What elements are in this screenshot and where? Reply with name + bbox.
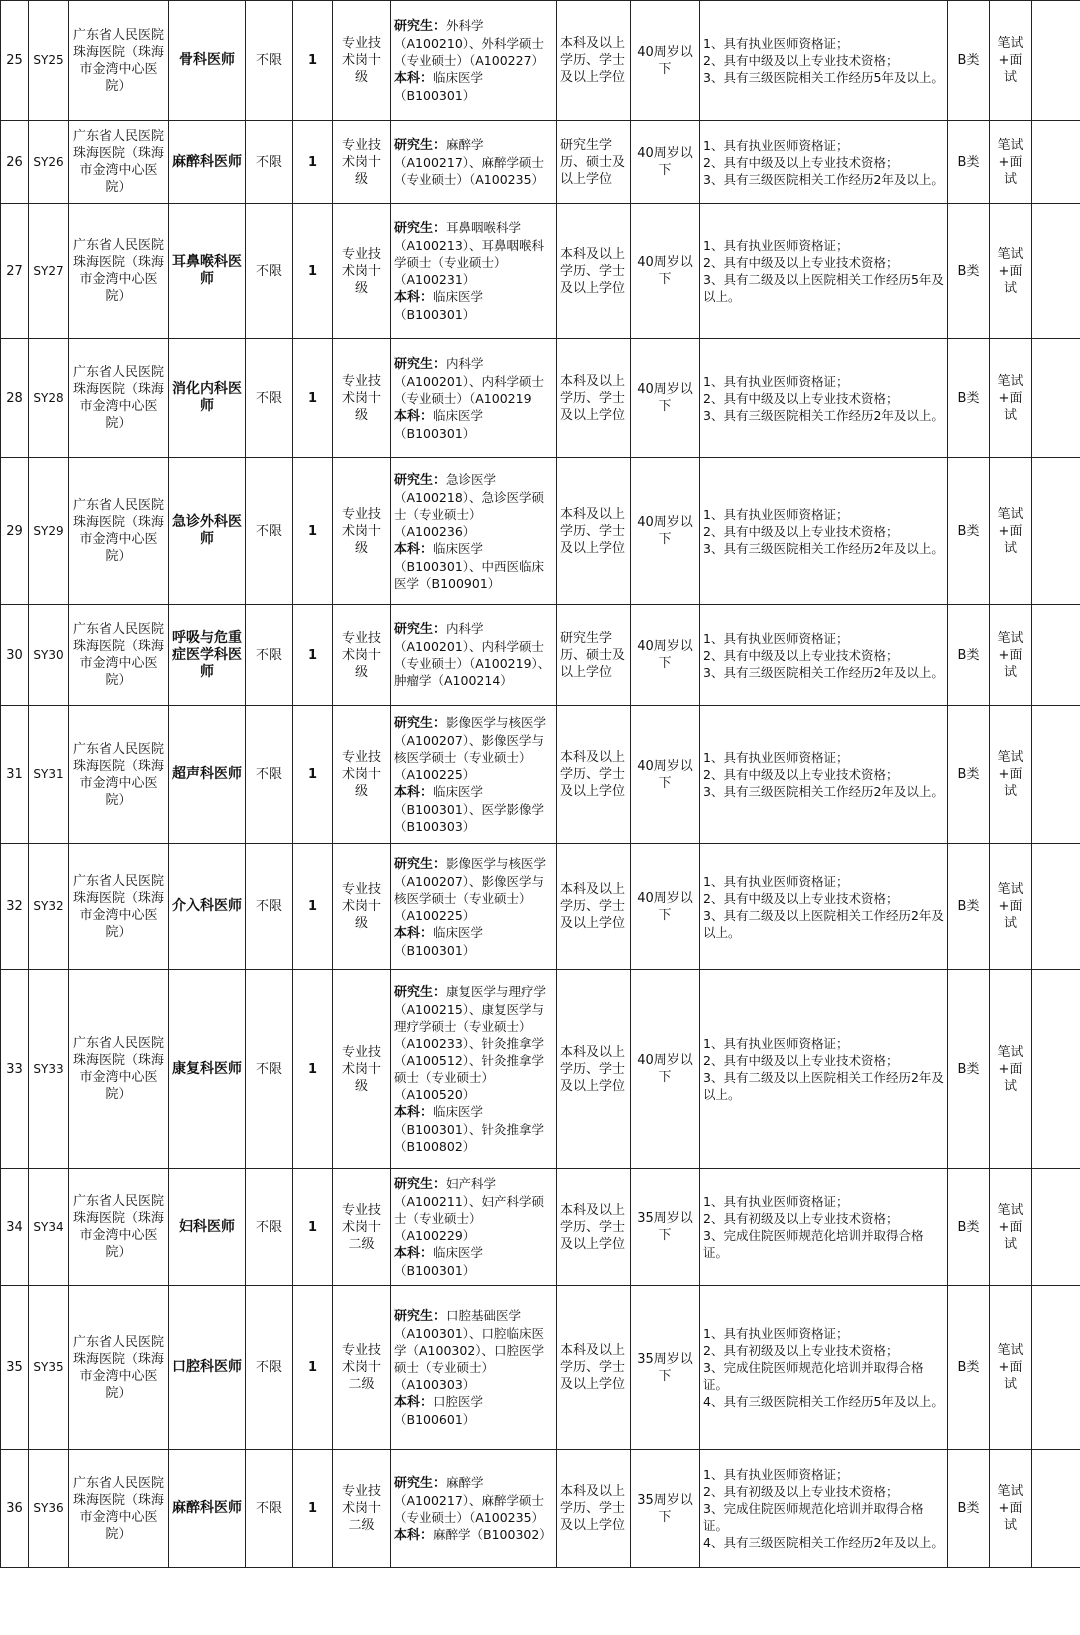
exam-method: 笔试+面试 (990, 121, 1032, 204)
table-row (1, 706, 1080, 844)
undergraduate-label: 本科： (394, 1527, 434, 1543)
requirement-line: 3、具有三级医院相关工作经历2年及以上。 (703, 784, 944, 799)
graduate-label: 研究生： (394, 137, 447, 153)
graduate-majors: 耳鼻咽喉科学（A100213）、耳鼻咽喉科学硕士（专业硕士）（A100231） (394, 220, 545, 287)
other-requirements (700, 204, 948, 339)
education-requirement: 本科及以上学历、学士及以上学位 (557, 844, 631, 970)
graduate-label: 研究生： (394, 356, 447, 372)
post-category: B类 (948, 121, 990, 204)
graduate-majors: 急诊医学（A100218）、急诊医学硕士（专业硕士）（A100236） (394, 471, 545, 539)
undergraduate-majors: 口腔医学（B100601） (394, 1394, 484, 1427)
education-requirement: 本科及以上学历、学士及以上学位 (557, 339, 631, 458)
table-row (1, 458, 1080, 605)
requirement-line: 4、具有三级医院相关工作经历5年及以上。 (703, 1394, 944, 1409)
major-requirements (391, 1169, 557, 1286)
graduate-majors: 内科学（A100201）、内科学硕士（专业硕士）（A100219）、肿瘤学（A100214） (394, 621, 551, 688)
major-requirements (391, 844, 557, 970)
post-name: 康复科医师 (169, 970, 246, 1169)
gender-limit: 不限 (246, 706, 293, 844)
post-level: 专业技术岗十二级 (333, 1450, 391, 1568)
requirement-line: 3、具有二级及以上医院相关工作经历2年及以上。 (703, 1070, 944, 1102)
row-number: 36 (1, 1450, 29, 1568)
major-requirements (391, 458, 557, 605)
employer-unit: 广东省人民医院珠海医院（珠海市金湾中心医院） (69, 1286, 169, 1450)
exam-method: 笔试+面试 (990, 339, 1032, 458)
education-requirement: 本科及以上学历、学士及以上学位 (557, 1169, 631, 1286)
education-requirement: 本科及以上学历、学士及以上学位 (557, 1450, 631, 1568)
employer-unit: 广东省人民医院珠海医院（珠海市金湾中心医院） (69, 970, 169, 1169)
graduate-label: 研究生： (394, 622, 447, 637)
remarks-cell (1032, 844, 1080, 970)
remarks-cell (1032, 121, 1080, 204)
hiring-count: 1 (293, 1169, 333, 1286)
major-requirements (391, 1450, 557, 1568)
post-code: SY31 (29, 706, 69, 844)
undergraduate-label: 本科： (394, 290, 434, 305)
age-requirement: 40周岁以下 (631, 844, 700, 970)
post-level: 专业技术岗十级 (333, 204, 391, 339)
major-requirements (391, 204, 557, 339)
requirement-line: 3、完成住院医师规范化培训并取得合格证。 (703, 1501, 924, 1533)
table-row (1, 204, 1080, 339)
gender-limit: 不限 (246, 339, 293, 458)
education-requirement: 本科及以上学历、学士及以上学位 (557, 458, 631, 605)
remarks-cell (1032, 204, 1080, 339)
gender-limit: 不限 (246, 204, 293, 339)
major-requirements (391, 1286, 557, 1450)
post-code: SY28 (29, 339, 69, 458)
graduate-majors: 外科学（A100210）、外科学硕士（专业硕士）（A100227） (394, 18, 545, 68)
table-row (1, 1286, 1080, 1450)
age-requirement: 40周岁以下 (631, 121, 700, 204)
post-name: 麻醉科医师 (169, 1450, 246, 1568)
post-code: SY34 (29, 1169, 69, 1286)
age-requirement: 40周岁以下 (631, 204, 700, 339)
requirement-line: 3、完成住院医师规范化培训并取得合格证。 (703, 1228, 924, 1260)
graduate-majors: 康复医学与理疗学（A100215）、康复医学与理疗学硕士（专业硕士）（A100233）、针灸推拿学（A100512）、针灸推拿学硕士（专业硕士）（A100520） (394, 984, 547, 1102)
major-requirements (391, 121, 557, 204)
gender-limit: 不限 (246, 605, 293, 706)
post-category: B类 (948, 1450, 990, 1568)
exam-method: 笔试+面试 (990, 1169, 1032, 1286)
education-requirement: 本科及以上学历、学士及以上学位 (557, 1286, 631, 1450)
requirement-line: 2、具有中级及以上专业技术资格； (703, 255, 899, 270)
requirement-line: 2、具有中级及以上专业技术资格； (703, 154, 899, 170)
graduate-majors: 口腔基础医学（A100301）、口腔临床医学（A100302）、口腔医学硕士（专业硕士）（A100303） (394, 1308, 545, 1392)
row-number: 35 (1, 1286, 29, 1450)
requirement-line: 2、具有中级及以上专业技术资格； (703, 390, 899, 406)
requirement-line: 2、具有初级及以上专业技术资格； (703, 1484, 899, 1499)
age-requirement: 40周岁以下 (631, 458, 700, 605)
requirement-line: 1、具有执业医师资格证； (703, 137, 849, 153)
post-level: 专业技术岗十级 (333, 706, 391, 844)
graduate-label: 研究生： (394, 221, 447, 236)
post-category: B类 (948, 605, 990, 706)
requirement-line: 3、具有三级医院相关工作经历2年及以上。 (703, 407, 944, 423)
table-row (1, 844, 1080, 970)
hiring-count: 1 (293, 706, 333, 844)
other-requirements (700, 1, 948, 121)
undergraduate-label: 本科： (394, 925, 434, 941)
row-number: 25 (1, 1, 29, 121)
post-code: SY32 (29, 844, 69, 970)
post-category: B类 (948, 970, 990, 1169)
post-level: 专业技术岗十级 (333, 844, 391, 970)
gender-limit: 不限 (246, 1286, 293, 1450)
requirement-line: 1、具有执业医师资格证； (703, 1036, 849, 1051)
post-level: 专业技术岗十二级 (333, 1169, 391, 1286)
exam-method: 笔试+面试 (990, 706, 1032, 844)
undergraduate-label: 本科： (394, 408, 434, 424)
hiring-count: 1 (293, 1, 333, 121)
remarks-cell (1032, 1169, 1080, 1286)
post-name: 麻醉科医师 (169, 121, 246, 204)
requirement-line: 2、具有初级及以上专业技术资格； (703, 1211, 899, 1226)
requirement-line: 2、具有初级及以上专业技术资格； (703, 1343, 899, 1358)
post-category: B类 (948, 458, 990, 605)
other-requirements (700, 844, 948, 970)
post-code: SY30 (29, 605, 69, 706)
post-name: 介入科医师 (169, 844, 246, 970)
undergraduate-majors: 临床医学（B100301） (394, 1245, 484, 1278)
undergraduate-majors: 临床医学（B100301） (394, 289, 484, 322)
age-requirement: 40周岁以下 (631, 1, 700, 121)
age-requirement: 40周岁以下 (631, 339, 700, 458)
employer-unit: 广东省人民医院珠海医院（珠海市金湾中心医院） (69, 706, 169, 844)
other-requirements (700, 1169, 948, 1286)
hiring-count: 1 (293, 605, 333, 706)
requirement-line: 3、具有三级医院相关工作经历2年及以上。 (703, 540, 944, 556)
other-requirements (700, 706, 948, 844)
employer-unit: 广东省人民医院珠海医院（珠海市金湾中心医院） (69, 1169, 169, 1286)
post-code: SY27 (29, 204, 69, 339)
row-number: 32 (1, 844, 29, 970)
graduate-label: 研究生： (394, 1177, 447, 1192)
other-requirements (700, 121, 948, 204)
graduate-majors: 麻醉学（A100217）、麻醉学硕士（专业硕士）（A100235） (394, 1474, 545, 1525)
remarks-cell (1032, 1, 1080, 121)
graduate-label: 研究生： (394, 985, 447, 1000)
requirement-line: 1、具有执业医师资格证； (703, 750, 849, 765)
graduate-label: 研究生： (394, 19, 447, 34)
employer-unit: 广东省人民医院珠海医院（珠海市金湾中心医院） (69, 339, 169, 458)
employer-unit: 广东省人民医院珠海医院（珠海市金湾中心医院） (69, 605, 169, 706)
other-requirements (700, 1450, 948, 1568)
requirement-line: 4、具有三级医院相关工作经历2年及以上。 (703, 1535, 944, 1550)
post-code: SY33 (29, 970, 69, 1169)
exam-method: 笔试+面试 (990, 1450, 1032, 1568)
post-code: SY26 (29, 121, 69, 204)
requirement-line: 1、具有执业医师资格证； (703, 1467, 849, 1482)
exam-method: 笔试+面试 (990, 605, 1032, 706)
exam-method: 笔试+面试 (990, 458, 1032, 605)
employer-unit: 广东省人民医院珠海医院（珠海市金湾中心医院） (69, 1, 169, 121)
post-category: B类 (948, 1, 990, 121)
requirement-line: 1、具有执业医师资格证； (703, 1194, 849, 1209)
post-category: B类 (948, 204, 990, 339)
requirement-line: 1、具有执业医师资格证； (703, 630, 849, 646)
undergraduate-majors: 临床医学（B100301） (394, 70, 484, 103)
requirement-line: 2、具有中级及以上专业技术资格； (703, 647, 899, 663)
requirement-line: 3、具有二级及以上医院相关工作经历2年及以上。 (703, 907, 944, 940)
education-requirement: 本科及以上学历、学士及以上学位 (557, 204, 631, 339)
table-body (1, 1, 1080, 1568)
post-level: 专业技术岗十级 (333, 605, 391, 706)
post-name: 超声科医师 (169, 706, 246, 844)
row-number: 33 (1, 970, 29, 1169)
table-row (1, 1169, 1080, 1286)
major-requirements (391, 706, 557, 844)
education-requirement: 本科及以上学历、学士及以上学位 (557, 970, 631, 1169)
post-name: 妇科医师 (169, 1169, 246, 1286)
gender-limit: 不限 (246, 970, 293, 1169)
requirement-line: 1、具有执业医师资格证； (703, 36, 849, 51)
requirement-line: 3、具有三级医院相关工作经历5年及以上。 (703, 70, 944, 85)
major-requirements (391, 970, 557, 1169)
undergraduate-majors: 麻醉学（B100302） (433, 1526, 552, 1542)
post-name: 呼吸与危重症医学科医师 (169, 605, 246, 706)
employer-unit: 广东省人民医院珠海医院（珠海市金湾中心医院） (69, 458, 169, 605)
row-number: 29 (1, 458, 29, 605)
age-requirement: 40周岁以下 (631, 706, 700, 844)
requirement-line: 3、具有三级医院相关工作经历2年及以上。 (703, 664, 944, 680)
exam-method: 笔试+面试 (990, 204, 1032, 339)
post-name: 骨科医师 (169, 1, 246, 121)
post-name: 急诊外科医师 (169, 458, 246, 605)
hiring-count: 1 (293, 970, 333, 1169)
remarks-cell (1032, 706, 1080, 844)
hiring-count: 1 (293, 1286, 333, 1450)
undergraduate-label: 本科： (394, 1246, 434, 1261)
hiring-count: 1 (293, 458, 333, 605)
row-number: 26 (1, 121, 29, 204)
row-number: 30 (1, 605, 29, 706)
exam-method: 笔试+面试 (990, 1286, 1032, 1450)
post-level: 专业技术岗十级 (333, 339, 391, 458)
post-category: B类 (948, 339, 990, 458)
requirement-line: 3、完成住院医师规范化培训并取得合格证。 (703, 1360, 924, 1392)
age-requirement: 40周岁以下 (631, 970, 700, 1169)
graduate-majors: 妇产科学（A100211）、妇产科学硕士（专业硕士）（A100229） (394, 1176, 545, 1243)
table-row (1, 121, 1080, 204)
requirement-line: 1、具有执业医师资格证； (703, 873, 849, 889)
major-requirements (391, 1, 557, 121)
post-category: B类 (948, 1169, 990, 1286)
graduate-label: 研究生： (394, 1309, 447, 1324)
requirement-line: 2、具有中级及以上专业技术资格； (703, 767, 899, 782)
undergraduate-label: 本科： (394, 71, 434, 86)
post-level: 专业技术岗十级 (333, 121, 391, 204)
table-row (1, 1450, 1080, 1568)
exam-method: 笔试+面试 (990, 970, 1032, 1169)
undergraduate-majors: 临床医学（B100301） (394, 924, 484, 958)
post-name: 消化内科医师 (169, 339, 246, 458)
post-level: 专业技术岗十级 (333, 1, 391, 121)
requirement-line: 2、具有中级及以上专业技术资格； (703, 523, 899, 539)
undergraduate-majors: 临床医学（B100301）、中西医临床医学（B100901） (394, 540, 545, 591)
gender-limit: 不限 (246, 121, 293, 204)
post-name: 口腔科医师 (169, 1286, 246, 1450)
requirement-line: 1、具有执业医师资格证； (703, 506, 849, 522)
hiring-count: 1 (293, 1450, 333, 1568)
row-number: 31 (1, 706, 29, 844)
exam-method: 笔试+面试 (990, 844, 1032, 970)
age-requirement: 35周岁以下 (631, 1450, 700, 1568)
hiring-count: 1 (293, 844, 333, 970)
graduate-label: 研究生： (394, 1475, 447, 1491)
table-row (1, 339, 1080, 458)
major-requirements (391, 339, 557, 458)
post-category: B类 (948, 706, 990, 844)
post-category: B类 (948, 844, 990, 970)
row-number: 34 (1, 1169, 29, 1286)
gender-limit: 不限 (246, 844, 293, 970)
graduate-majors: 麻醉学（A100217）、麻醉学硕士（专业硕士）（A100235） (394, 136, 545, 187)
undergraduate-label: 本科： (394, 541, 434, 557)
education-requirement: 研究生学历、硕士及以上学位 (557, 121, 631, 204)
table-row (1, 970, 1080, 1169)
post-name: 耳鼻喉科医师 (169, 204, 246, 339)
other-requirements (700, 605, 948, 706)
table-row (1, 1, 1080, 121)
requirement-line: 3、具有二级及以上医院相关工作经历5年及以上。 (703, 272, 944, 304)
graduate-majors: 影像医学与核医学（A100207）、影像医学与核医学硕士（专业硕士）（A100225） (394, 715, 547, 782)
gender-limit: 不限 (246, 1, 293, 121)
hiring-count: 1 (293, 339, 333, 458)
education-requirement: 研究生学历、硕士及以上学位 (557, 605, 631, 706)
major-requirements (391, 605, 557, 706)
requirement-line: 1、具有执业医师资格证； (703, 238, 849, 253)
graduate-majors: 内科学（A100201）、内科学硕士（专业硕士）（A100219 (394, 355, 545, 406)
row-number: 28 (1, 339, 29, 458)
employer-unit: 广东省人民医院珠海医院（珠海市金湾中心医院） (69, 121, 169, 204)
requirement-line: 1、具有执业医师资格证； (703, 373, 849, 389)
other-requirements (700, 458, 948, 605)
post-code: SY36 (29, 1450, 69, 1568)
exam-method: 笔试+面试 (990, 1, 1032, 121)
other-requirements (700, 339, 948, 458)
requirement-line: 1、具有执业医师资格证； (703, 1326, 849, 1341)
gender-limit: 不限 (246, 458, 293, 605)
graduate-label: 研究生： (394, 856, 447, 872)
graduate-label: 研究生： (394, 716, 447, 731)
requirement-line: 2、具有中级及以上专业技术资格； (703, 1053, 899, 1068)
employer-unit: 广东省人民医院珠海医院（珠海市金湾中心医院） (69, 1450, 169, 1568)
employer-unit: 广东省人民医院珠海医院（珠海市金湾中心医院） (69, 204, 169, 339)
post-level: 专业技术岗十级 (333, 970, 391, 1169)
remarks-cell (1032, 970, 1080, 1169)
hiring-count: 1 (293, 121, 333, 204)
post-category: B类 (948, 1286, 990, 1450)
education-requirement: 本科及以上学历、学士及以上学位 (557, 1, 631, 121)
post-code: SY35 (29, 1286, 69, 1450)
remarks-cell (1032, 458, 1080, 605)
undergraduate-majors: 临床医学（B100301） (394, 407, 484, 441)
hiring-count: 1 (293, 204, 333, 339)
requirement-line: 2、具有中级及以上专业技术资格； (703, 53, 899, 68)
row-number: 27 (1, 204, 29, 339)
post-level: 专业技术岗十二级 (333, 1286, 391, 1450)
age-requirement: 35周岁以下 (631, 1169, 700, 1286)
graduate-label: 研究生： (394, 472, 447, 488)
remarks-cell (1032, 339, 1080, 458)
remarks-cell (1032, 1286, 1080, 1450)
employer-unit: 广东省人民医院珠海医院（珠海市金湾中心医院） (69, 844, 169, 970)
age-requirement: 35周岁以下 (631, 1286, 700, 1450)
requirement-line: 2、具有中级及以上专业技术资格； (703, 890, 899, 906)
other-requirements (700, 1286, 948, 1450)
post-level: 专业技术岗十级 (333, 458, 391, 605)
age-requirement: 40周岁以下 (631, 605, 700, 706)
remarks-cell (1032, 605, 1080, 706)
gender-limit: 不限 (246, 1450, 293, 1568)
education-requirement: 本科及以上学历、学士及以上学位 (557, 706, 631, 844)
post-code: SY25 (29, 1, 69, 121)
undergraduate-label: 本科： (394, 785, 434, 800)
other-requirements (700, 970, 948, 1169)
graduate-majors: 影像医学与核医学（A100207）、影像医学与核医学硕士（专业硕士）（A100225） (394, 855, 547, 923)
remarks-cell (1032, 1450, 1080, 1568)
post-code: SY29 (29, 458, 69, 605)
undergraduate-majors: 临床医学（B100301）、医学影像学（B100303） (394, 784, 545, 834)
undergraduate-label: 本科： (394, 1105, 434, 1120)
gender-limit: 不限 (246, 1169, 293, 1286)
undergraduate-majors: 临床医学（B100301）、针灸推拿学（B100802） (394, 1104, 545, 1154)
undergraduate-label: 本科： (394, 1395, 434, 1410)
requirement-line: 3、具有三级医院相关工作经历2年及以上。 (703, 171, 944, 187)
table-row (1, 605, 1080, 706)
